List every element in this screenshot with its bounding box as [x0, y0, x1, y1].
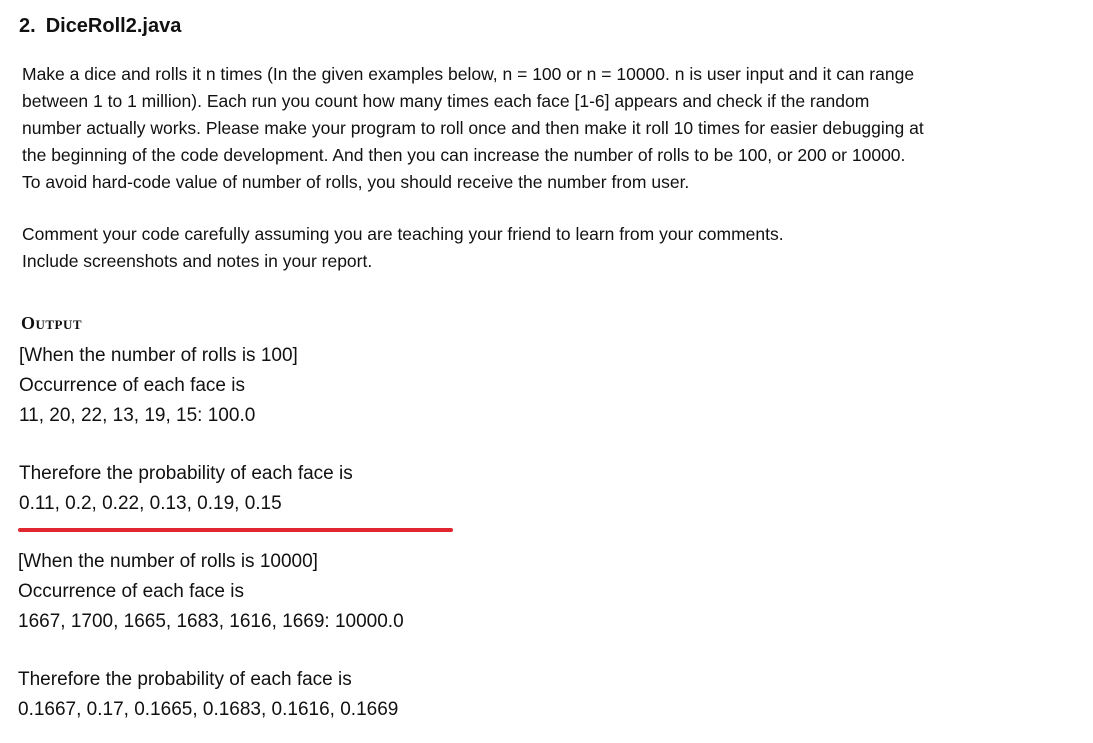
description-line: Make a dice and rolls it n times (In the given examples below, n = 100 or n = 10000. n is user input and it can range — [22, 64, 915, 84]
description-line: number actually works. Please make your program to roll once and then make it roll 10 times for easier debugging at — [22, 118, 924, 138]
example-10000-probability-values: 0.1667, 0.17, 0.1665, 0.1683, 0.1616, 0.1669 — [18, 699, 399, 720]
description-line: To avoid hard-code value of number of rolls, you should receive the number from user. — [22, 172, 690, 192]
example-10000-header: [When the number of rolls is 10000] — [18, 551, 318, 572]
description-line: between 1 to 1 million). Each run you count how many times each face [1-6] appears and check if the random — [22, 91, 870, 111]
example-10000-probability-label: Therefore the probability of each face is — [18, 669, 352, 690]
instruction-line: Comment your code carefully assuming you are teaching your friend to learn from your comments. — [22, 224, 784, 244]
description-paragraph — [22, 61, 924, 196]
example-10000-occurrence-values: 1667, 1700, 1665, 1683, 1616, 1669: 10000.0 — [18, 611, 404, 632]
example-100-occurrence-values: 11, 20, 22, 13, 19, 15: 100.0 — [19, 405, 256, 426]
heading-number: 2. — [19, 15, 36, 37]
example-100-occurrence-label: Occurrence of each face is — [19, 375, 245, 396]
instruction-line: Include screenshots and notes in your report. — [22, 251, 373, 271]
example-10000-occurrence-label: Occurrence of each face is — [18, 581, 244, 602]
example-100-probability-block — [19, 459, 353, 519]
red-divider-line — [18, 528, 453, 532]
assignment-heading — [19, 12, 181, 40]
heading-title: DiceRoll2.java — [45, 15, 182, 37]
example-100-header: [When the number of rolls is 100] — [19, 345, 298, 366]
example-100-probability-values: 0.11, 0.2, 0.22, 0.13, 0.19, 0.15 — [19, 493, 282, 514]
example-10000-occurrence-block — [18, 547, 404, 637]
instructions-paragraph — [22, 221, 784, 275]
example-100-occurrence-block — [19, 341, 298, 431]
example-100-probability-label: Therefore the probability of each face is — [19, 463, 353, 484]
output-section-label: Output — [21, 313, 83, 333]
description-line: the beginning of the code development. And then you can increase the number of rolls to be 100, or 200 or 10000. — [22, 145, 906, 165]
example-10000-probability-block — [18, 665, 398, 725]
